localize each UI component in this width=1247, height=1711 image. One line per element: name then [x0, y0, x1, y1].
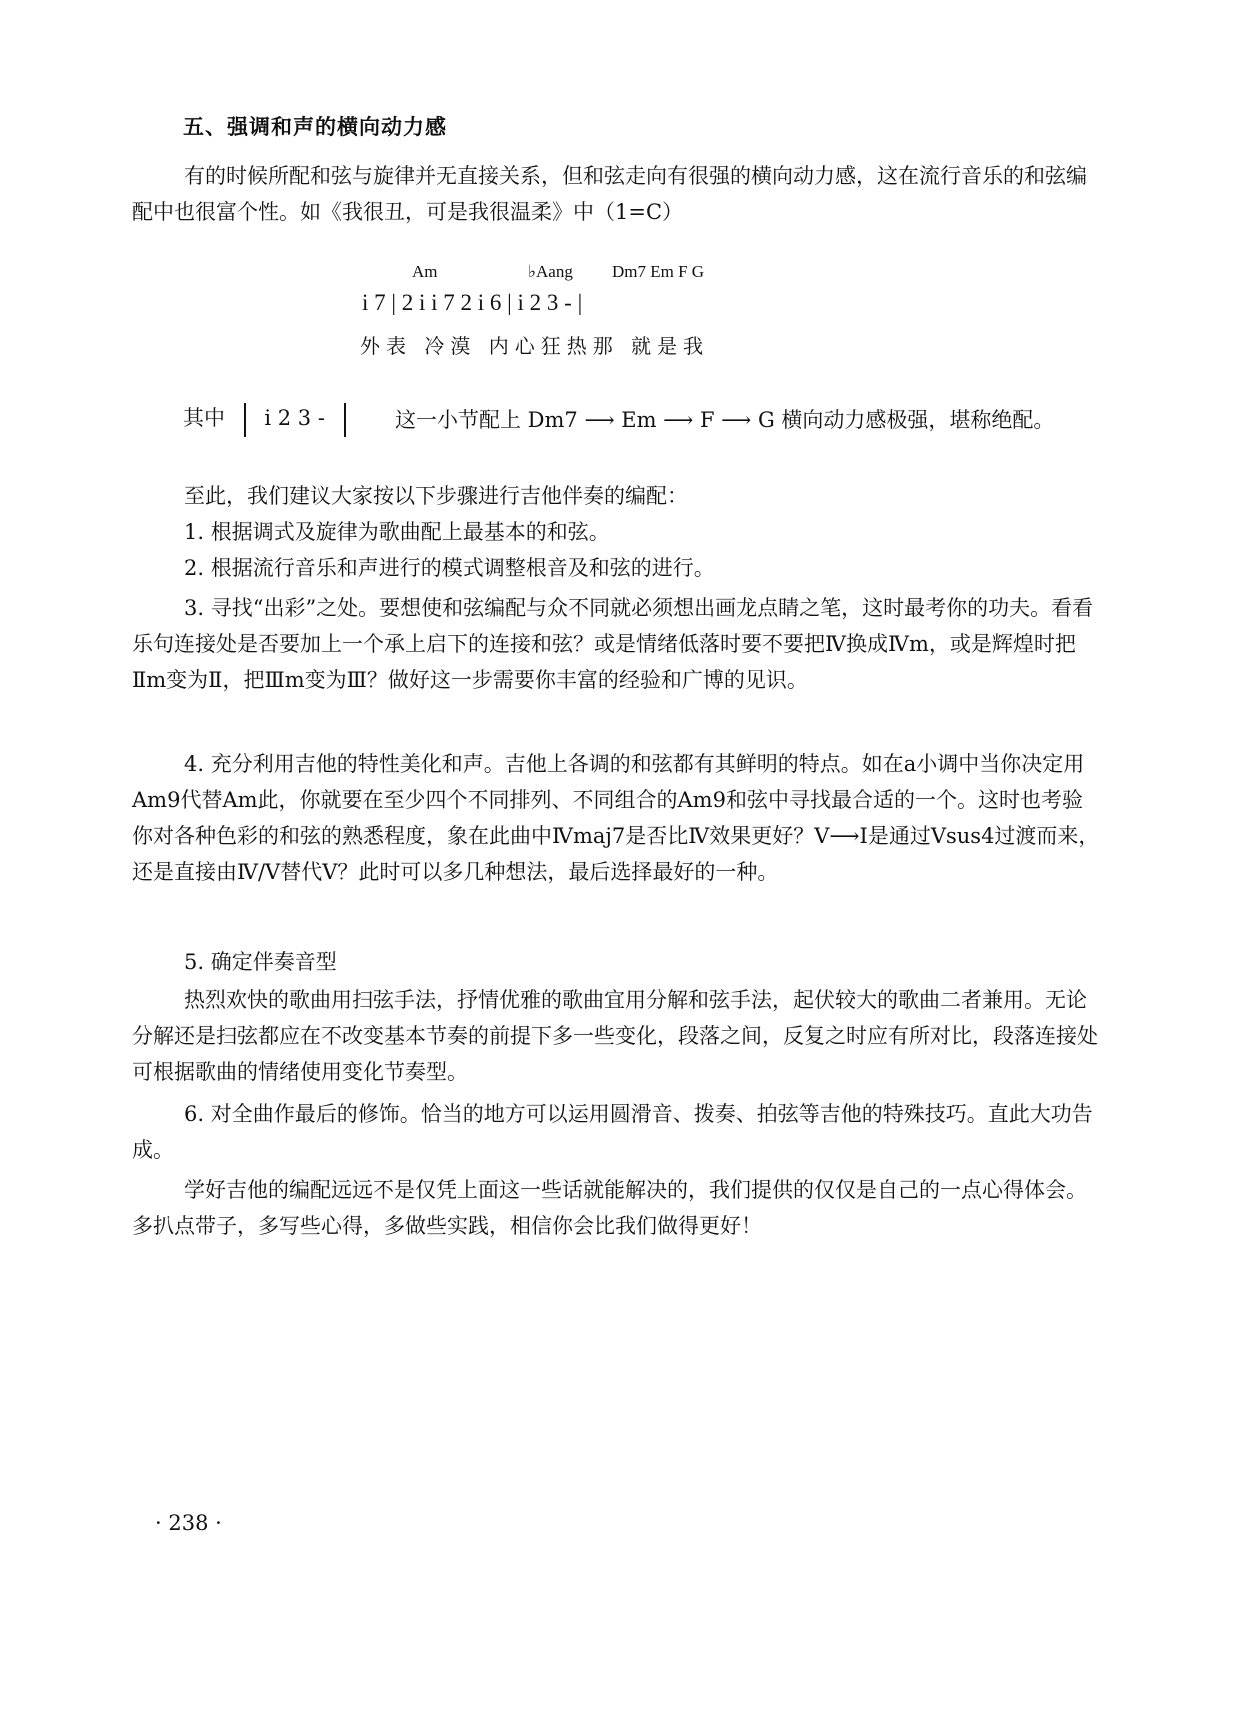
intro-text: 有的时候所配和弦与旋律并无直接关系，但和弦走向有很强的横向动力感，这在流行音乐的和弦编配中也很富个性。如《我很丑，可是我很温柔》中（1=C） [132, 164, 1087, 224]
step-1 [132, 514, 1100, 550]
comment-text: 这一小节配上 Dm7 ⟶ Em ⟶ F ⟶ G 横向动力感极强，堪称绝配。 [395, 408, 1055, 432]
step-6-text: 6. 对全曲作最后的修饰。恰当的地方可以运用圆滑音、拨奏、拍弦等吉他的特殊技巧。直此大功告成。 [132, 1102, 1093, 1162]
step-4-text: 4. 充分利用吉他的特性美化和声。吉他上各调的和弦都有其鲜明的特点。如在a小调中当你决定用Am9代替Am此，你就要在至少四个不同排列、不同组合的Am9和弦中寻找最合适的一个。这时也考验你对各种色彩的和弦的熟悉程度，象在此曲中Ⅳmaj7是否比Ⅳ效果更好？Ⅴ⟶Ⅰ是通过Vsus4过渡而来，还是直接由Ⅳ/Ⅴ替代Ⅴ？此时可以多几种想法，最后选择最好的一种。 [132, 752, 1100, 884]
score-lyrics: 外表 冷漠 内心狂热那 就是我 [360, 334, 710, 358]
barline [244, 403, 246, 437]
step-2-text: 2. 根据流行音乐和声进行的模式调整根音及和弦的进行。 [184, 556, 715, 580]
step-3 [132, 590, 1100, 698]
comment-before: 其中 [183, 406, 225, 430]
chord-aang: ♭Aang [528, 262, 573, 281]
chord-am: Am [412, 262, 438, 281]
chord-progression: Dm7 Em F G [612, 262, 705, 281]
closing-text: 学好吉他的编配远远不是仅凭上面这一些话就能解决的，我们提供的仅仅是自己的一点心得体会。多扒点带子，多写些心得，多做些实践，相信你会比我们做得更好！ [132, 1178, 1087, 1238]
closing-paragraph [132, 1172, 1100, 1244]
step-3-text: 3. 寻找“出彩”之处。要想使和弦编配与众不同就必须想出画龙点睛之笔，这时最考你的功夫。看看乐句连接处是否要加上一个承上启下的连接和弦？或是情绪低落时要不要把Ⅳ换成Ⅳm，或是辉煌时把Ⅱm变为Ⅱ，把Ⅲm变为Ⅲ？做好这一步需要你丰富的经验和广博的见识。 [132, 596, 1094, 692]
step-1-text: 1. 根据调式及旋律为歌曲配上最基本的和弦。 [184, 520, 610, 544]
step-5 [132, 944, 1100, 980]
step-5-text: 5. 确定伴奏音型 [184, 950, 337, 974]
music-score [0, 262, 1247, 372]
step-5-body-text: 热烈欢快的歌曲用扫弦手法，抒情优雅的歌曲宜用分解和弦手法，起伏较大的歌曲二者兼用。无论分解还是扫弦都应在不改变基本节奏的前提下多一些变化，段落之间，反复之时应有所对比，段落连接处可根据歌曲的情绪使用变化节奏型。 [132, 988, 1098, 1084]
intro-paragraph [132, 158, 1100, 230]
inline-notes: i 2 3 - [264, 406, 325, 430]
steps-intro [132, 478, 1100, 514]
barline [344, 403, 346, 437]
step-6 [132, 1096, 1100, 1168]
step-5-body [132, 982, 1100, 1090]
step-4 [132, 746, 1100, 890]
steps-intro-text: 至此，我们建议大家按以下步骤进行吉他伴奏的编配： [184, 484, 688, 508]
inline-score-line [183, 402, 358, 437]
step-2 [132, 550, 1100, 586]
comment-paragraph [395, 402, 1105, 438]
section-heading: 五、强调和声的横向动力感 [183, 114, 447, 139]
score-notes: i 7 | 2 i i 7 2 i 6 | i 2 3 - | [362, 290, 583, 315]
page-number: · 238 · [155, 1511, 222, 1535]
